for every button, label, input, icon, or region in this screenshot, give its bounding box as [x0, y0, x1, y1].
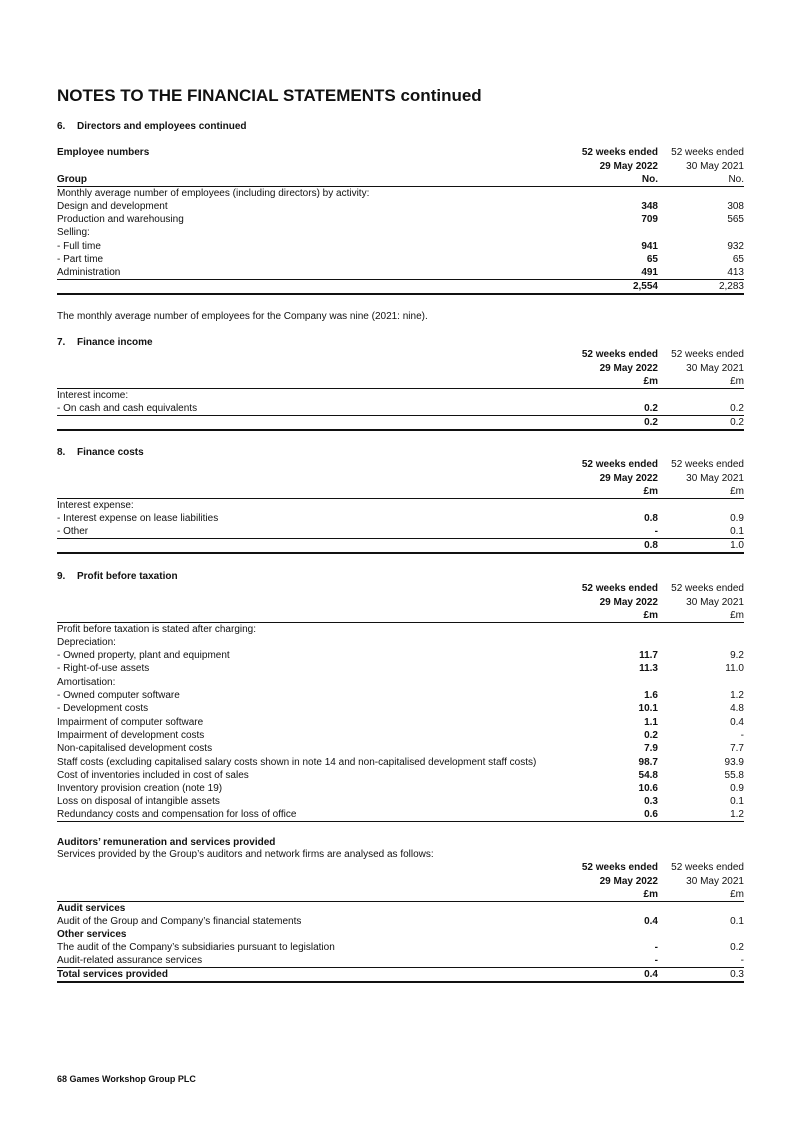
col-2022-date: 29 May 2022	[599, 160, 658, 172]
employee-numbers-heading: Employee numbers	[57, 147, 150, 159]
table-header-row	[57, 582, 744, 595]
section-row	[57, 928, 744, 941]
value-2022: 65	[646, 254, 658, 266]
row-label: - Owned computer software	[57, 690, 180, 702]
note-7-heading	[57, 337, 153, 348]
group-label: Group	[57, 173, 568, 187]
table-row	[57, 715, 744, 728]
col-2022-unit: £m	[568, 609, 658, 623]
row-label: Redundancy costs and compensation for loss of office	[57, 808, 568, 822]
col-2022-date: 29 May 2022	[599, 875, 658, 887]
table-header-row	[57, 361, 744, 374]
row-label: Staff costs (excluding capitalised salary costs shown in note 14 and non-capitalised development staff costs)	[57, 756, 537, 768]
col-2022-unit: No.	[568, 173, 658, 187]
value-2022: 0.8	[644, 512, 658, 524]
table-row	[57, 702, 744, 715]
table-row	[57, 729, 744, 742]
note-8-number: 8.	[57, 447, 66, 458]
row-label: Selling:	[57, 227, 90, 239]
table-header-row	[57, 375, 744, 389]
col-2022-unit: £m	[568, 375, 658, 389]
value-2021: 0.1	[658, 525, 744, 539]
col-2021-heading: 52 weeks ended	[671, 583, 744, 595]
value-2022: 0.4	[644, 915, 658, 927]
value-2021: 413	[658, 266, 744, 280]
col-2022-heading: 52 weeks ended	[581, 862, 658, 874]
row-label: - Development costs	[57, 703, 149, 715]
total-2021: 0.3	[658, 968, 744, 983]
row-label: Production and warehousing	[57, 214, 184, 226]
value-2022: 0.6	[568, 808, 658, 822]
total-row	[57, 280, 744, 295]
table-row	[57, 213, 744, 226]
col-2021-date: 30 May 2021	[686, 362, 744, 374]
table-row	[57, 808, 744, 822]
row-label: Interest income:	[57, 389, 129, 401]
value-2021: 308	[727, 200, 744, 212]
value-2021: 9.2	[730, 650, 744, 662]
total-2022: 0.2	[568, 415, 658, 430]
value-2021: 565	[727, 214, 744, 226]
value-2021: 0.1	[730, 915, 744, 927]
value-2021: 1.2	[730, 690, 744, 702]
table-header-row	[57, 595, 744, 608]
value-2021: 55.8	[724, 769, 744, 781]
value-2021: 0.4	[730, 716, 744, 728]
table-header-row	[57, 485, 744, 499]
value-2022: -	[568, 525, 658, 539]
row-label: Impairment of computer software	[57, 716, 204, 728]
value-2022: 0.2	[568, 402, 658, 416]
note-6-heading	[57, 121, 247, 132]
row-label: Depreciation:	[57, 636, 116, 648]
value-2021: -	[740, 729, 744, 741]
table-row	[57, 675, 744, 688]
row-label: - Full time	[57, 240, 101, 252]
table-header-row	[57, 471, 744, 484]
value-2022: 98.7	[638, 756, 658, 768]
value-2022: 1.6	[644, 690, 658, 702]
finance-income-table	[57, 348, 744, 431]
page-footer: 68 Games Workshop Group PLC	[57, 1074, 196, 1084]
table-row	[57, 662, 744, 675]
table-row	[57, 402, 744, 416]
row-label: - Interest expense on lease liabilities	[57, 512, 219, 524]
table-row	[57, 954, 744, 968]
table-row	[57, 525, 744, 539]
value-2022: 54.8	[638, 769, 658, 781]
value-2021: 11.0	[725, 663, 744, 675]
total-row	[57, 415, 744, 430]
table-row	[57, 266, 744, 280]
table-header-row	[57, 874, 744, 887]
note-6-number: 6.	[57, 121, 66, 132]
row-label: Interest expense:	[57, 499, 134, 511]
value-2022: 10.1	[638, 703, 658, 715]
value-2022: 941	[641, 240, 658, 252]
col-2021-date: 30 May 2021	[686, 875, 744, 887]
col-2021-date: 30 May 2021	[686, 472, 744, 484]
value-2021: 0.9	[730, 783, 744, 795]
row-label: Administration	[57, 266, 568, 280]
col-2022-heading: 52 weeks ended	[581, 349, 658, 361]
table-row	[57, 941, 744, 954]
row-label: Loss on disposal of intangible assets	[57, 796, 220, 808]
col-2021-unit: £m	[658, 375, 744, 389]
table-row	[57, 200, 744, 213]
table-row	[57, 498, 744, 512]
row-label: Audit of the Group and Company’s financial statements	[57, 915, 302, 927]
table-row	[57, 915, 744, 928]
note-9-title: Profit before taxation	[77, 571, 178, 582]
col-2021-date: 30 May 2021	[686, 160, 744, 172]
col-2022-date: 29 May 2022	[599, 362, 658, 374]
value-2021: 0.9	[730, 512, 744, 524]
total-row	[57, 538, 744, 553]
total-2021: 0.2	[658, 415, 744, 430]
total-2021: 2,283	[658, 280, 744, 295]
value-2022: 10.6	[638, 783, 658, 795]
value-2021: 1.2	[658, 808, 744, 822]
table-row	[57, 795, 744, 808]
col-2022-heading: 52 weeks ended	[581, 459, 658, 471]
section-row	[57, 901, 744, 915]
table-header-row	[57, 888, 744, 902]
company-employees-note: The monthly average number of employees for the Company was nine (2021: nine).	[57, 311, 428, 322]
value-2021: -	[658, 954, 744, 968]
table-header-row	[57, 609, 744, 623]
col-2022-heading: 52 weeks ended	[581, 583, 658, 595]
table-row	[57, 782, 744, 795]
col-2022-date: 29 May 2022	[599, 596, 658, 608]
value-2022: 11.7	[639, 650, 658, 662]
table-header-row	[57, 159, 744, 172]
col-2021-heading: 52 weeks ended	[671, 147, 744, 159]
audit-services-label: Audit services	[57, 902, 126, 914]
row-label: Audit-related assurance services	[57, 954, 568, 968]
note-6-title: Directors and employees continued	[77, 121, 247, 132]
table-row	[57, 186, 744, 200]
col-2022-heading: 52 weeks ended	[581, 147, 658, 159]
col-2021-date: 30 May 2021	[686, 596, 744, 608]
value-2022: -	[654, 942, 658, 954]
value-2022: 709	[641, 214, 658, 226]
table-row	[57, 649, 744, 662]
col-2022-unit: £m	[568, 888, 658, 902]
col-2021-heading: 52 weeks ended	[671, 459, 744, 471]
value-2021: 4.8	[730, 703, 744, 715]
value-2022: 1.1	[644, 716, 658, 728]
table-header-row	[57, 458, 744, 471]
total-label: Total services provided	[57, 968, 568, 983]
table-row	[57, 226, 744, 239]
note-8-heading	[57, 447, 144, 458]
other-services-label: Other services	[57, 929, 127, 941]
page-title: NOTES TO THE FINANCIAL STATEMENTS continued	[57, 86, 482, 105]
value-2021: 7.7	[730, 743, 744, 755]
table-header-row	[57, 173, 744, 187]
value-2022: 11.3	[639, 663, 658, 675]
profit-before-taxation-table	[57, 582, 744, 822]
col-2021-unit: £m	[658, 609, 744, 623]
value-2022: 0.2	[644, 729, 658, 741]
finance-costs-table	[57, 458, 744, 554]
note-8-title: Finance costs	[77, 447, 144, 458]
employee-numbers-table	[57, 146, 744, 295]
col-2022-date: 29 May 2022	[599, 472, 658, 484]
row-label: The audit of the Company’s subsidiaries pursuant to legislation	[57, 942, 335, 954]
table-row	[57, 622, 744, 636]
row-label: - Part time	[57, 254, 104, 266]
col-2021-heading: 52 weeks ended	[671, 349, 744, 361]
auditors-intro: Services provided by the Group’s auditors and network firms are analysed as follows:	[57, 849, 434, 860]
value-2022: -	[568, 954, 658, 968]
row-label: Design and development	[57, 200, 168, 212]
value-2021: 0.1	[730, 796, 744, 808]
row-label: Amortisation:	[57, 676, 116, 688]
row-label: Inventory provision creation (note 19)	[57, 783, 223, 795]
table-row	[57, 689, 744, 702]
note-9-heading	[57, 571, 178, 582]
col-2021-unit: No.	[658, 173, 744, 187]
row-label: Non-capitalised development costs	[57, 743, 213, 755]
table-header-row	[57, 146, 744, 159]
total-2022: 2,554	[568, 280, 658, 295]
value-2022: 7.9	[644, 743, 658, 755]
table-row	[57, 512, 744, 525]
value-2021: 0.2	[658, 402, 744, 416]
value-2022: 348	[641, 200, 658, 212]
table-row	[57, 769, 744, 782]
auditors-heading: Auditors’ remuneration and services provided	[57, 837, 276, 848]
table-row	[57, 755, 744, 768]
auditors-table	[57, 861, 744, 983]
total-row	[57, 968, 744, 983]
table-row	[57, 636, 744, 649]
row-label: - On cash and cash equivalents	[57, 402, 568, 416]
value-2021: 0.2	[730, 942, 744, 954]
note-7-title: Finance income	[77, 337, 153, 348]
table-row	[57, 388, 744, 402]
row-label: - Right-of-use assets	[57, 663, 150, 675]
table-row	[57, 253, 744, 266]
row-label: Impairment of development costs	[57, 729, 205, 741]
row-label: - Other	[57, 525, 568, 539]
row-label: Cost of inventories included in cost of sales	[57, 769, 249, 781]
note-9-number: 9.	[57, 571, 66, 582]
row-label: Profit before taxation is stated after charging:	[57, 623, 256, 635]
note-7-number: 7.	[57, 337, 66, 348]
table-header-row	[57, 861, 744, 874]
col-2021-heading: 52 weeks ended	[671, 862, 744, 874]
table-row	[57, 239, 744, 252]
value-2022: 491	[568, 266, 658, 280]
table-header-row	[57, 348, 744, 361]
table-row	[57, 742, 744, 755]
row-label: Monthly average number of employees (including directors) by activity:	[57, 187, 370, 199]
value-2021: 932	[727, 240, 744, 252]
total-2022: 0.8	[568, 538, 658, 553]
value-2021: 65	[732, 254, 744, 266]
col-2021-unit: £m	[658, 485, 744, 499]
row-label: - Owned property, plant and equipment	[57, 650, 230, 662]
total-2022: 0.4	[568, 968, 658, 983]
value-2022: 0.3	[644, 796, 658, 808]
value-2021: 93.9	[724, 756, 744, 768]
col-2021-unit: £m	[658, 888, 744, 902]
total-2021: 1.0	[658, 538, 744, 553]
col-2022-unit: £m	[568, 485, 658, 499]
